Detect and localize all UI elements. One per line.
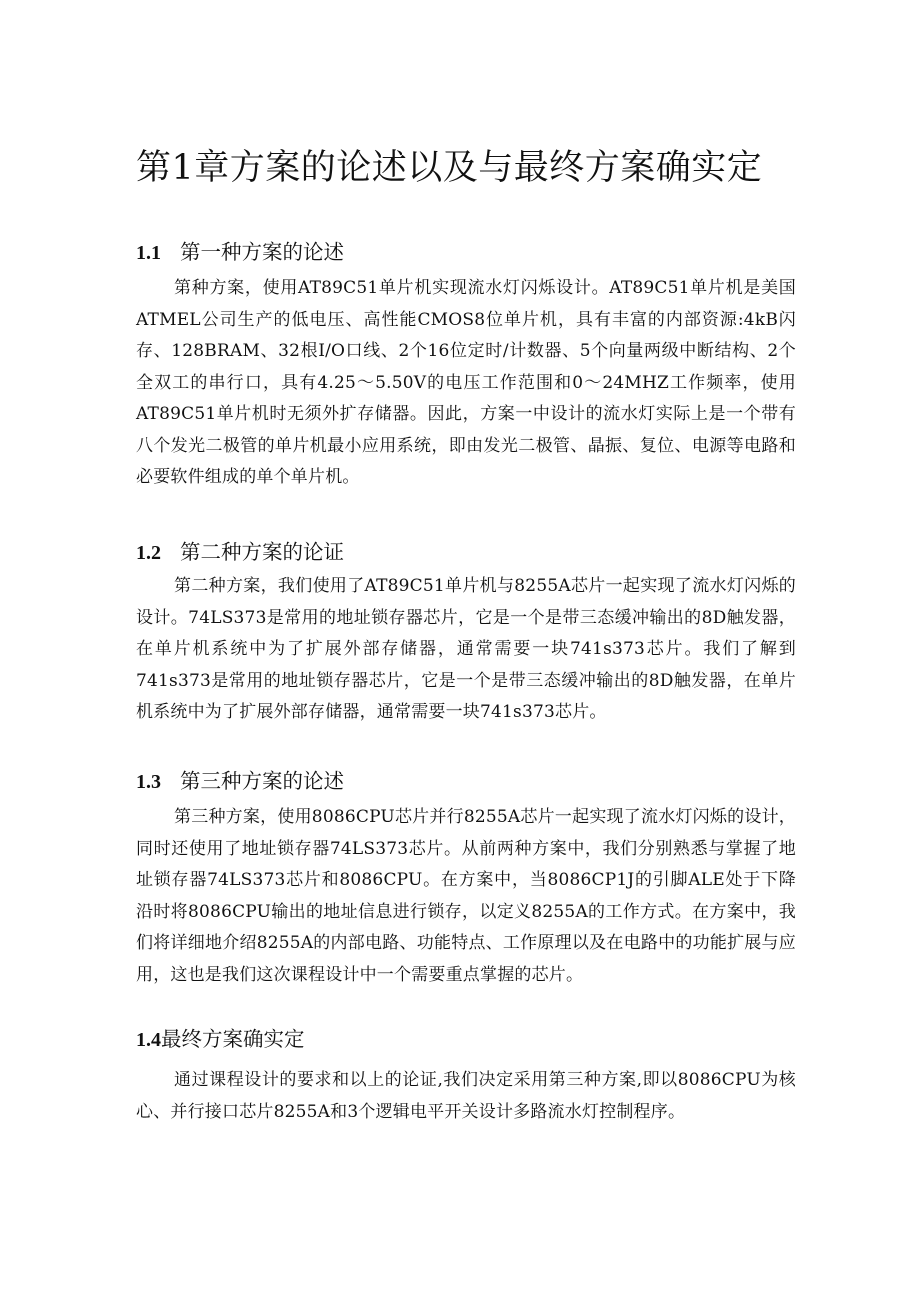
section-paragraph: 第二种方案，我们使用了AT89C51单片机与8255A芯片一起实现了流水灯闪烁的设计。74LS373是常用的地址锁存器芯片，它是一个是带三态缓冲输出的8D触发器，在单片机系统中为了扩展外部存储器，通常需要一块741s373芯片。我们了解到741s373是常用的地址锁存器芯片，它是一个是带三态缓冲输出的8D触发器，在单片机系统中为了扩展外部存储器，通常需要一块741s373芯片。: [136, 576, 796, 722]
section-number: 1.4: [136, 1029, 161, 1051]
section-number: 1.1: [136, 242, 161, 264]
section-heading-text: 第三种方案的论述: [180, 769, 344, 793]
section-1-2: [136, 534, 796, 729]
section-heading: [136, 1021, 796, 1057]
section-1-4: [136, 1021, 796, 1128]
section-number: 1.2: [136, 542, 161, 564]
section-heading: [136, 534, 796, 570]
section-1-1: [136, 234, 796, 494]
section-1-3: [136, 763, 796, 991]
section-heading: [136, 234, 796, 270]
section-heading-text: 第二种方案的论证: [180, 540, 344, 564]
section-paragraph: 第种方案，使用AT89C51单片机实现流水灯闪烁设计。AT89C51单片机是美国ATMEL公司生产的低电压、高性能CMOS8位单片机，具有丰富的内部资源:4kB闪存、128BRAM、32根I/O口线、2个16位定时/计数器、5个向量两级中断结构、2个全双工的串行口，具有4.25～5.50V的电压工作范围和0～24MHZ工作频率，使用AT89C51单片机时无须外扩存储器。因此，方案一中设计的流水灯实际上是一个带有八个发光二极管的单片机最小应用系统，即由发光二极管、晶振、复位、电源等电路和必要软件组成的单个单片机。: [136, 278, 796, 487]
section-paragraph: 第三种方案，使用8086CPU芯片并行8255A芯片一起实现了流水灯闪烁的设计，同时还使用了地址锁存器74LS373芯片。从前两种方案中，我们分别熟悉与掌握了地址锁存器74LS373芯片和8086CPU。在方案中，当8086CP1J的引脚ALE处于下降沿时将8086CPU输出的地址信息进行锁存，以定义8255A的工作方式。在方案中，我们将详细地介绍8255A的内部电路、功能特点、工作原理以及在电路中的功能扩展与应用，这也是我们这次课程设计中一个需要重点掌握的芯片。: [136, 807, 796, 985]
section-heading-text: 最终方案确实定: [161, 1027, 305, 1051]
section-number: 1.3: [136, 771, 161, 793]
section-heading: [136, 763, 796, 799]
section-paragraph: 通过课程设计的要求和以上的论证,我们决定采用第三种方案,即以8086CPU为核心、并行接口芯片8255A和3个逻辑电平开关设计多路流水灯控制程序。: [136, 1070, 796, 1122]
chapter-title: 第1章方案的论述以及与最终方案确实定: [136, 148, 763, 188]
section-heading-text: 第一种方案的论述: [180, 240, 344, 264]
